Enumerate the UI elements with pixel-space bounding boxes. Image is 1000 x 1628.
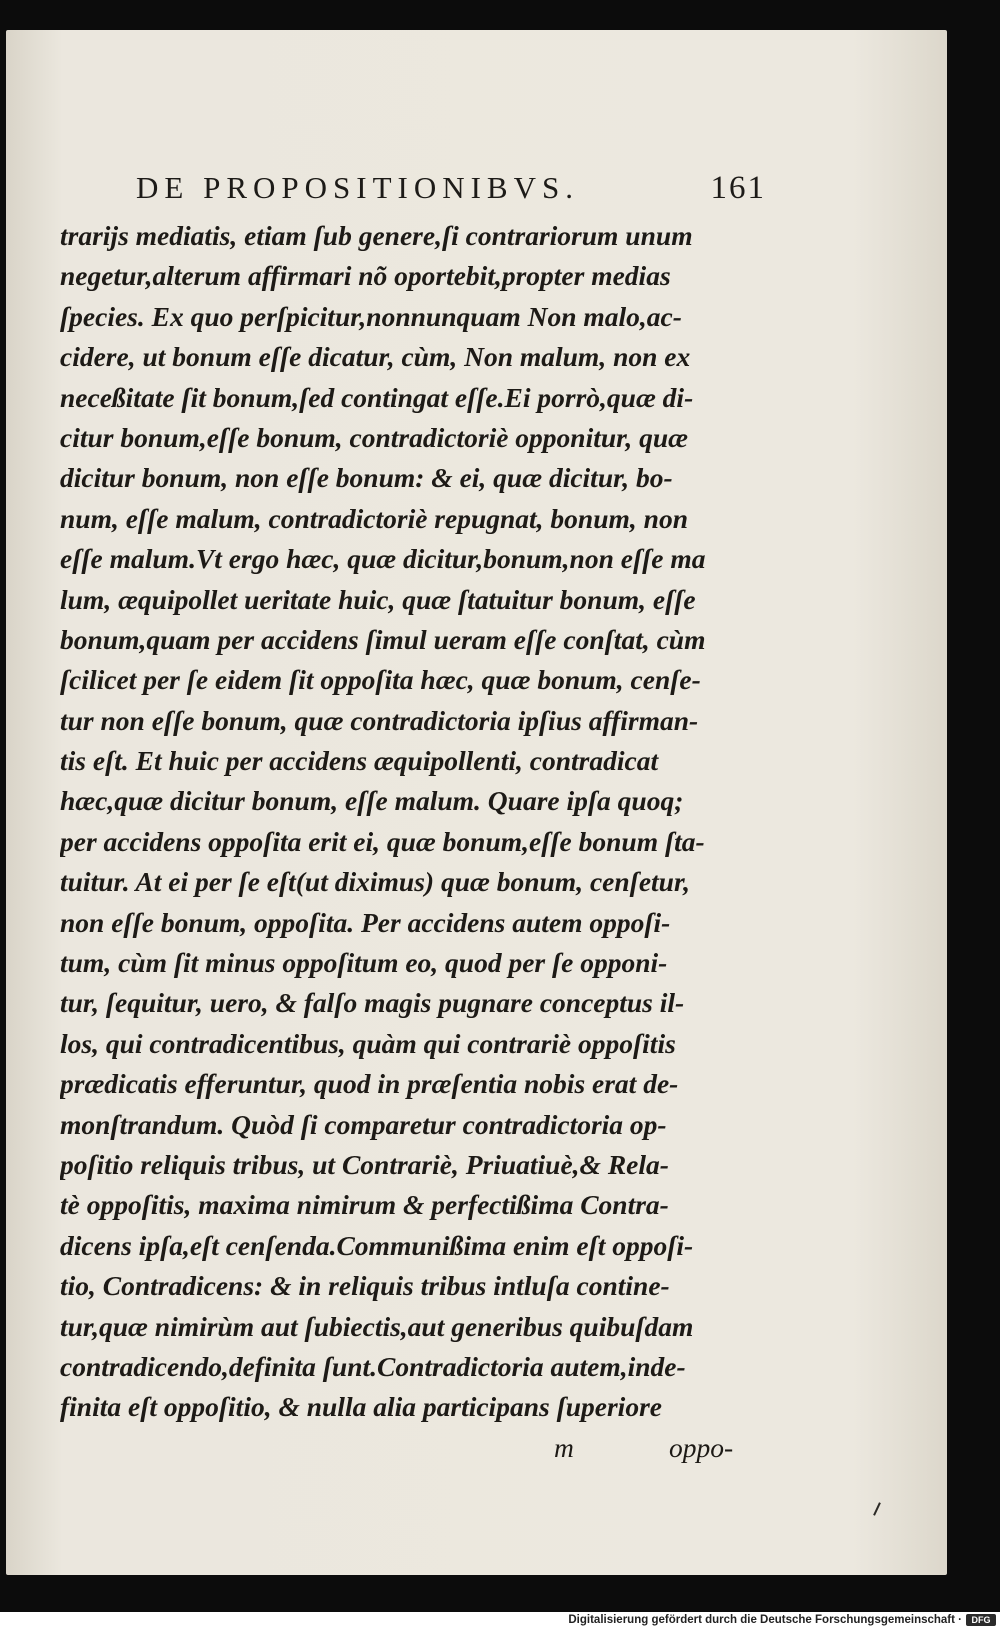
text-line: tis eſt. Et huic per accidens æquipollenti, contradicat — [60, 745, 659, 777]
text-line: los, qui contradicentibus, quàm qui contrariè oppoſitis — [60, 1027, 676, 1059]
text-line: hæc,quæ dicitur bonum, eſſe malum. Quare ipſa quoq; — [60, 785, 684, 817]
text-line: trarijs mediatis, etiam ſub genere,ſi contrariorum unum — [60, 220, 693, 251]
page-number: 161 — [710, 170, 766, 206]
text-line: prædicatis efferuntur, quod in præſentia nobis erat de- — [60, 1068, 679, 1100]
text-line: tum, cùm ſit minus oppoſitum eo, quod per ſe opponi- — [60, 947, 668, 979]
running-head: DE PROPOSITIONIBVS. — [136, 170, 579, 205]
text-line: eſſe malum.Vt ergo hæc, quæ dicitur,bonum,non eſſe ma — [60, 543, 706, 575]
book-page — [6, 30, 947, 1575]
text-line: tur,quæ nimirùm aut ſubiectis,aut generibus quibuſdam — [60, 1310, 694, 1342]
text-line: ſpecies. Ex quo perſpicitur,nonnunquam Non malo,ac- — [60, 300, 682, 332]
text-line: citur bonum,eſſe bonum, contradictoriè opponitur, quæ — [60, 421, 689, 453]
text-line: bonum,quam per accidens ſimul ueram eſſe conſtat, cùm — [60, 623, 706, 655]
text-line: tè oppoſitis, maxima nimirum & perfectißima Contra- — [60, 1189, 669, 1221]
text-line: cidere, ut bonum eſſe dicatur, cùm, Non malum, non ex — [60, 341, 691, 373]
funding-credit: Digitalisierung gefördert durch die Deutsche Forschungsgemeinschaft · — [568, 1614, 962, 1626]
pencil-mark — [873, 1502, 881, 1516]
text-line: per accidens oppoſita erit ei, quæ bonum,eſſe bonum ſta- — [60, 825, 705, 857]
text-line: neceßitate ſit bonum,ſed contingat eſſe.Ei porrò,quæ di- — [60, 381, 694, 413]
text-line: monſtrandum. Quòd ſi comparetur contradictoria op- — [60, 1108, 667, 1140]
text-line: lum, æquipollet ueritate huic, quæ ſtatuitur bonum, eſſe — [60, 583, 696, 615]
catchword: oppo- — [669, 1432, 734, 1463]
credit-bar — [0, 1612, 1000, 1628]
text-line: dicitur bonum, non eſſe bonum: & ei, quæ dicitur, bo- — [60, 462, 673, 494]
dfg-logo-icon: DFG — [966, 1614, 996, 1626]
text-line: tio, Contradicens: & in reliquis tribus intluſa contine- — [60, 1270, 670, 1302]
body-text — [60, 216, 768, 1428]
text-line: ſcilicet per ſe eidem ſit oppoſita hæc, quæ bonum, cenſe- — [60, 664, 701, 696]
text-line: tur non eſſe bonum, quæ contradictoria ipſius affirman- — [60, 704, 699, 736]
text-line: contradicendo,definita ſunt.Contradictoria autem,inde- — [60, 1350, 686, 1382]
text-line: negetur,alterum affirmari nõ oportebit,propter medias — [60, 260, 671, 292]
text-line: num, eſſe malum, contradictoriè repugnat, bonum, non — [60, 502, 689, 534]
signature-mark: m — [554, 1432, 574, 1463]
text-line: tur, ſequitur, uero, & falſo magis pugnare conceptus il- — [60, 987, 685, 1019]
text-line: dicens ipſa,eſt cenſenda.Communißima enim eſt oppoſi- — [60, 1229, 694, 1261]
text-line: tuitur. At ei per ſe eſt(ut diximus) quæ bonum, cenſetur, — [60, 866, 691, 898]
text-line: poſitio reliquis tribus, ut Contrariè, Priuatiuè,& Rela- — [60, 1148, 669, 1180]
text-line: non eſſe bonum, oppoſita. Per accidens autem oppoſi- — [60, 906, 671, 938]
text-line: finita eſt oppoſitio, & nulla alia participans ſuperiore — [60, 1391, 662, 1423]
page-header — [136, 170, 766, 214]
